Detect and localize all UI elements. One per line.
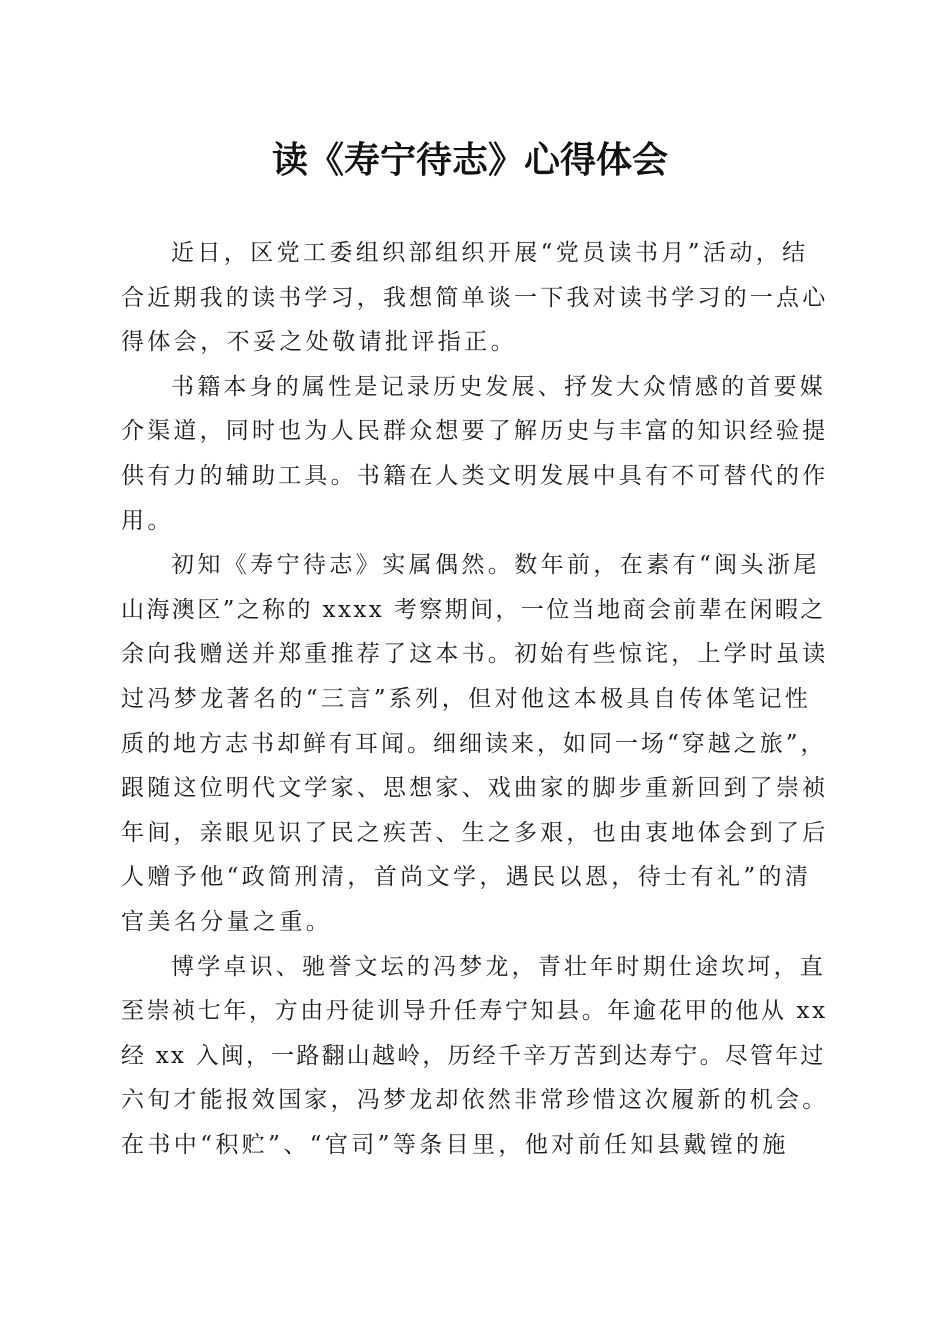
text-line: 山海澳区”之称的 xxxx 考察期间，一位当地商会前辈在闲暇之: [121, 596, 826, 623]
text-line: 合近期我的读书学习，我想简单谈一下我对读书学习的一点心: [121, 284, 829, 311]
text-line: 介渠道，同时也为人民群众想要了解历史与丰富的知识经验提: [121, 418, 829, 445]
text-line: 官美名分量之重。: [121, 908, 333, 935]
text-line: 用。: [121, 507, 174, 534]
text-line: 书籍本身的属性是记录历史发展、抒发大众情感的首要媒: [171, 373, 826, 400]
text-line: 过冯梦龙著名的“三言”系列，但对他这本极具自传体笔记性: [121, 685, 812, 712]
text-line: 初知《寿宁待志》实属偶然。数年前，在素有“闽头浙尾: [171, 552, 820, 579]
paragraph-4: [121, 945, 829, 1168]
document-title: 读《寿宁待志》心得体会: [271, 139, 668, 181]
text-line: 跟随这位明代文学家、思想家、戏曲家的脚步重新回到了崇祯: [121, 775, 829, 802]
document-body: [121, 231, 829, 1167]
text-line: 近日，区党工委组织部组织开展“党员读书月”活动，结: [171, 240, 809, 266]
paragraph-2: [121, 365, 829, 543]
text-line: 至崇祯七年，方由丹徒训导升任寿宁知县。年逾花甲的他从 xx: [121, 998, 828, 1025]
text-line: 余向我赠送并郑重推荐了这本书。初始有些惊诧，上学时虽读: [121, 641, 829, 668]
text-line: 人赠予他“政简刑清，首尚文学，遇民以恩，待士有礼”的清: [121, 864, 812, 891]
text-line: 得体会，不妥之处敬请批评指正。: [121, 329, 517, 356]
paragraph-3: [121, 543, 829, 944]
paragraph-1: [121, 231, 829, 365]
text-line: 质的地方志书却鲜有耳闻。细细读来，如同一场“穿越之旅”，: [121, 730, 827, 757]
text-line: 经 xx 入闽，一路翻山越岭，历经千辛万苦到达寿宁。尽管年过: [121, 1042, 826, 1069]
text-line: 年间，亲眼见识了民之疾苦、生之多艰，也由衷地体会到了后: [121, 819, 829, 846]
text-line: 在书中“积贮”、“官司”等条目里，他对前任知县戴镗的施: [121, 1131, 789, 1158]
text-line: 六旬才能报效国家，冯梦龙却依然非常珍惜这次履新的机会。: [121, 1087, 829, 1114]
text-line: 供有力的辅助工具。书籍在人类文明发展中具有不可替代的作: [121, 462, 829, 489]
text-line: 博学卓识、驰誉文坛的冯梦龙，青壮年时期仕途坎坷，直: [171, 953, 826, 980]
